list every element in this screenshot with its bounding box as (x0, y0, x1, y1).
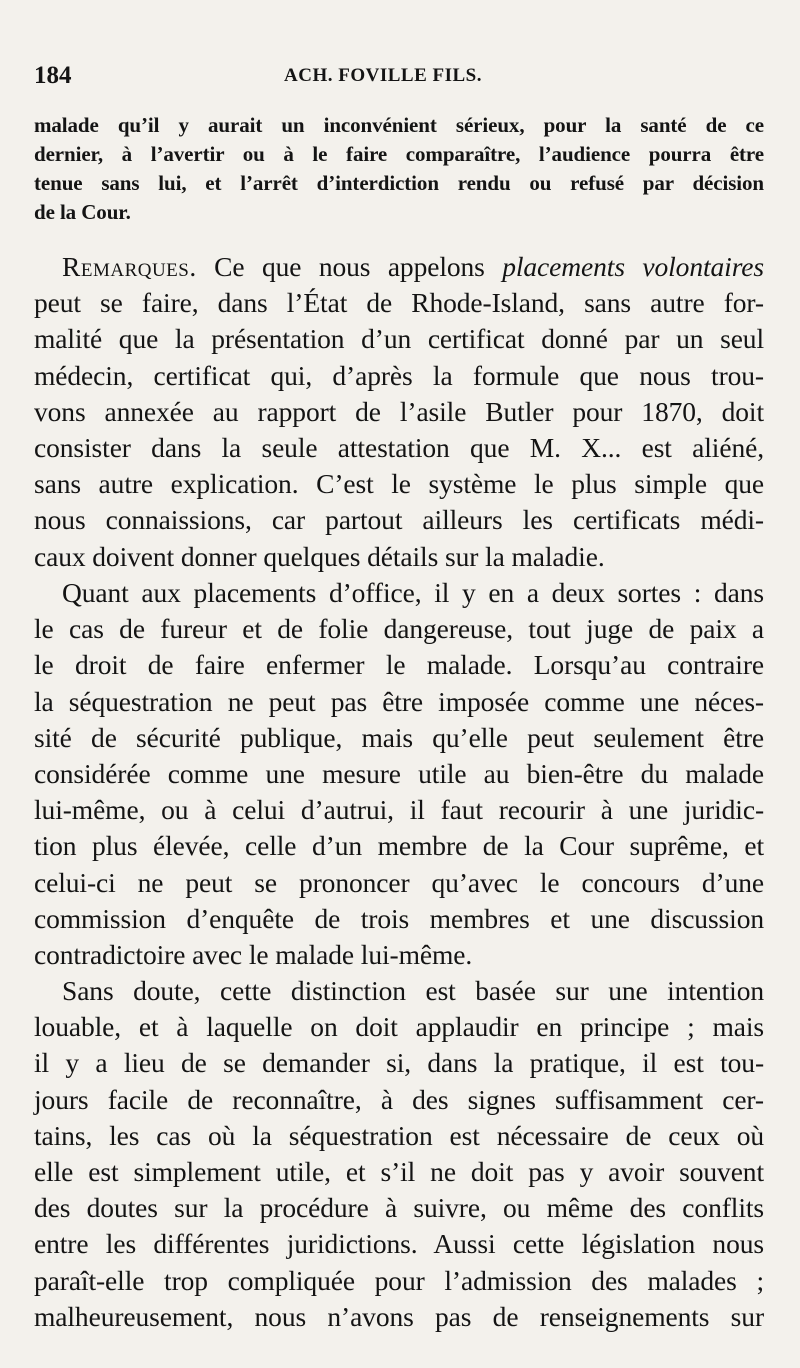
text-line: contradictoire avec le malade lui-même. (34, 939, 473, 971)
text-line: le cas de fureur et de folie dangereuse, tout juge de paix a (34, 613, 764, 645)
text-line: nous connaissions, car partout ailleurs les certificats médi- (34, 504, 764, 536)
text-line: le droit de faire enfermer le malade. Lorsqu’au contraire (34, 649, 764, 681)
text-line: malheureusement, nous n’avons pas de renseignements sur (34, 1300, 764, 1332)
text-line: consister dans la seule attestation que M. X... est aliéné, (34, 432, 764, 464)
text-line: de la Cour. (34, 200, 131, 224)
text-line: caux doivent donner quelques détails sur la maladie. (34, 540, 605, 572)
text-line: la séquestration ne peut pas être imposée comme une néces- (34, 685, 764, 717)
office-paragraph (34, 575, 764, 973)
text-line: peut se faire, dans l’État de Rhode-Island, sans autre for- (34, 287, 764, 319)
text-line: paraît-elle trop compliquée pour l’admission des malades ; (34, 1264, 764, 1296)
text-line: il y a lieu de se demander si, dans la pratique, il est tou- (34, 1047, 764, 1079)
text-line: malité que la présentation d’un certificat donné par un seul (34, 323, 764, 355)
text-line: elle est simplement utile, et s’il ne doit pas y avoir souvent (34, 1156, 764, 1188)
text-line: Sans doute, cette distinction est basée sur une intention (62, 975, 764, 1006)
text-line: tenue sans lui, et l’arrêt d’interdiction rendu ou refusé par décision (34, 171, 764, 195)
text-line: vons annexée au rapport de l’asile Butler pour 1870, doit (34, 395, 764, 427)
remarks-label: Remarques. (62, 251, 197, 282)
remarks-italic-term: placements volontaires (502, 251, 764, 282)
text-line: sans autre explication. C’est le système le plus simple que (34, 468, 764, 500)
text-line: tion plus élevée, celle d’un membre de la Cour suprême, et (34, 830, 764, 862)
page-header (34, 62, 760, 96)
text-line: médecin, certificat qui, d’après la formule que nous trou- (34, 359, 764, 391)
text-line: sité de sécurité publique, mais qu’elle peut seulement être (34, 721, 764, 753)
remarks-paragraph (34, 249, 764, 575)
page-number: 184 (34, 62, 72, 89)
doute-paragraph (34, 973, 764, 1335)
text-line: commission d’enquête de trois membres et une discussion (34, 902, 764, 934)
text-line: celui-ci ne peut se prononcer qu’avec le concours d’une (34, 866, 764, 898)
text-line: des doutes sur la procédure à suivre, ou même des conflits (34, 1192, 764, 1224)
text-line: malade qu’il y aurait un inconvénient sérieux, pour la santé de ce (34, 113, 764, 137)
text-line: Quant aux placements d’office, il y en a deux sortes : dans (62, 577, 764, 608)
text-line: dernier, à l’avertir ou à le faire comparaître, l’audience pourra être (34, 142, 764, 166)
text-line: considérée comme une mesure utile au bien-être du malade (34, 758, 764, 790)
top-paragraph (34, 111, 764, 227)
remarks-first-line (34, 249, 764, 285)
text-line: louable, et à laquelle on doit applaudir en principe ; mais (34, 1011, 764, 1043)
text-line: entre les différentes juridictions. Aussi cette législation nous (34, 1228, 764, 1260)
text-line: jours facile de reconnaître, à des signes suffisamment cer- (34, 1083, 764, 1115)
text-line: tains, les cas où la séquestration est nécessaire de ceux où (34, 1119, 764, 1151)
running-head: ACH. FOVILLE FILS. (284, 65, 482, 86)
text-line: lui-même, ou à celui d’autrui, il faut recourir à une juridic- (34, 794, 764, 826)
remarks-intro-text: Ce que nous appelons (196, 251, 503, 282)
